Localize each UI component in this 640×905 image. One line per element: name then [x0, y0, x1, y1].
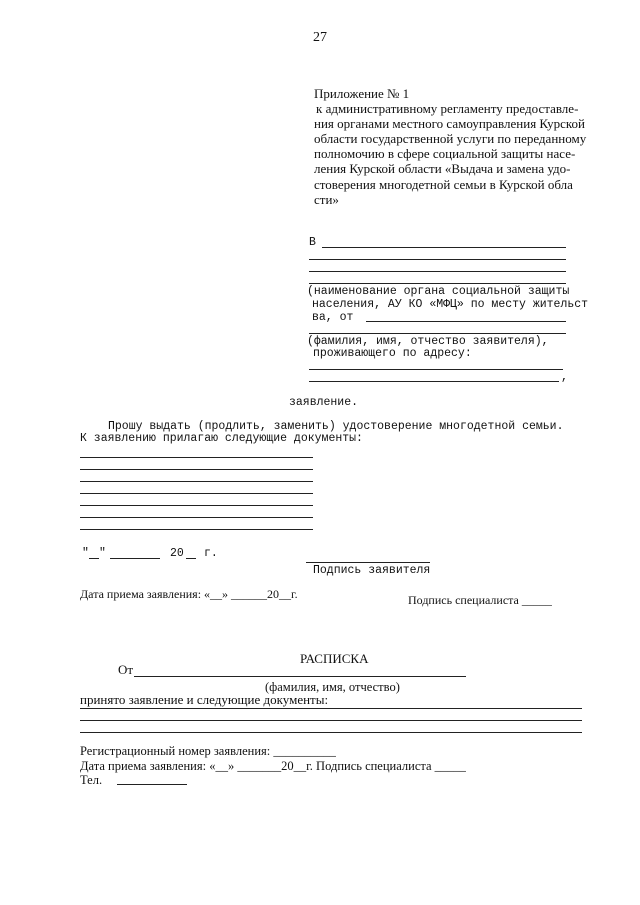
organ-caption: ва, от — [312, 311, 354, 324]
request-line: Прошу выдать (продлить, заменить) удостоверение многодетной семьи. — [108, 420, 564, 433]
applicant-signature-caption: Подпись заявителя — [313, 564, 431, 577]
organ-caption: (наименование органа социальной защиты — [307, 285, 570, 298]
receipt-phone-label: Тел. — [80, 773, 103, 787]
date-suffix: г. — [204, 547, 218, 560]
receipt-name-caption: (фамилия, имя, отчество) — [265, 680, 400, 694]
attachment-line — [80, 469, 313, 470]
appendix-line: полномочию в сфере социальной защиты насе- — [314, 146, 576, 161]
acceptance-date: Дата приема заявления: «__» ______20__г. — [80, 587, 298, 601]
applicant-caption: проживающего по адресу: — [313, 347, 472, 360]
receipt-phone-line — [117, 784, 187, 785]
address-line — [309, 381, 559, 382]
date-year-blank — [186, 558, 196, 559]
appendix-line: стоверения многодетной семьи в Курской обла — [314, 177, 573, 192]
addressee-organ-line — [309, 271, 566, 272]
appendix-line: ния органами местного самоуправления Курской — [314, 116, 585, 131]
attachment-line — [80, 493, 313, 494]
attachment-line — [80, 517, 313, 518]
applicant-name-line — [366, 321, 566, 322]
receipt-from-label: От — [118, 662, 134, 677]
addressee-organ-line — [309, 283, 566, 284]
attachment-line — [80, 505, 313, 506]
receipt-reg-number: Регистрационный номер заявления: __________ — [80, 744, 336, 758]
appendix-line: области государственной услуги по переданному — [314, 131, 587, 146]
statement-heading: заявление. — [289, 396, 359, 409]
attachment-line — [80, 529, 313, 530]
receipt-date-line: Дата приема заявления: «__» _______20__г. Подпись специалиста _____ — [80, 759, 466, 773]
attachments-intro: К заявлению прилагаю следующие документы: — [80, 432, 363, 445]
attachment-line — [80, 481, 313, 482]
applicant-signature-line — [306, 562, 430, 563]
addressee-organ-line — [322, 247, 566, 248]
date-year: 20 — [170, 547, 184, 560]
appendix-line: сти» — [314, 192, 339, 207]
date-quote-close: " — [99, 547, 106, 560]
applicant-name-line — [309, 333, 566, 334]
addressee-organ-line — [309, 259, 566, 260]
date-day-blank — [89, 558, 99, 559]
organ-caption: населения, АУ КО «МФЦ» по месту жительст — [312, 298, 589, 311]
page-number: 27 — [313, 30, 327, 45]
address-comma: , — [561, 371, 568, 384]
address-line — [309, 369, 563, 370]
receipt-document-line — [80, 708, 582, 709]
date-quote-open: " — [82, 547, 89, 560]
appendix-title: Приложение № 1 — [314, 86, 410, 101]
attachment-line — [80, 457, 313, 458]
appendix-line: ления Курской области «Выдача и замена удо- — [314, 161, 571, 176]
addressee-to-prefix: В — [309, 236, 316, 249]
receipt-document-line — [80, 732, 582, 733]
receipt-accepted-line: принято заявление и следующие документы: — [80, 692, 329, 707]
specialist-signature: Подпись специалиста _____ — [408, 593, 552, 607]
receipt-document-line — [80, 720, 582, 721]
applicant-caption: (фамилия, имя, отчество заявителя), — [307, 335, 549, 348]
date-month-blank — [110, 558, 160, 559]
receipt-title: РАСПИСКА — [300, 651, 369, 666]
receipt-name-line — [134, 676, 466, 677]
appendix-line: к административному регламенту предоставле- — [316, 101, 579, 116]
